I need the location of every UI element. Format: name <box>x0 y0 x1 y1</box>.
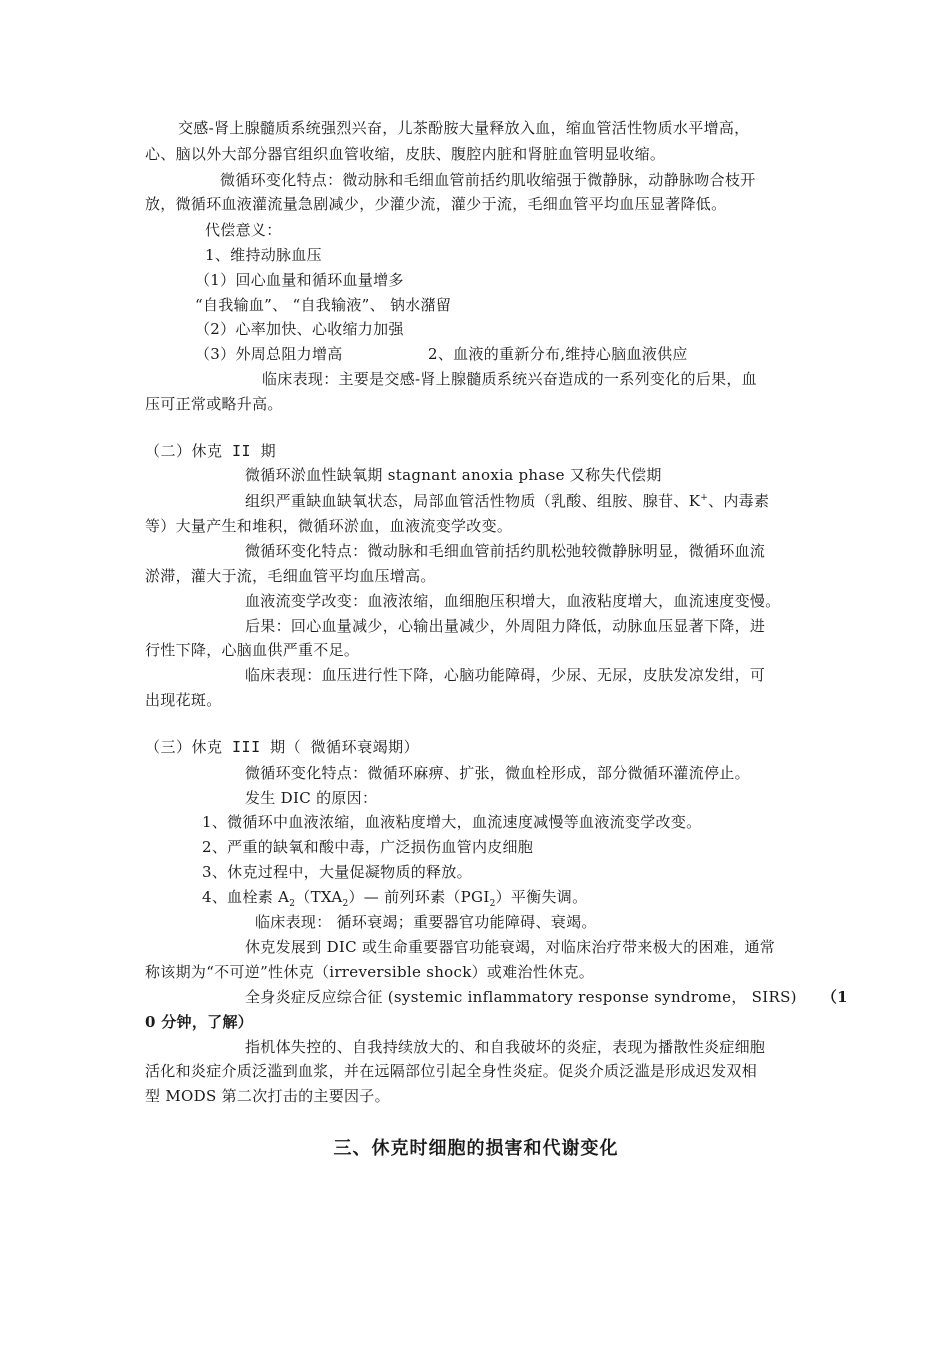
paragraph-line <box>245 491 769 511</box>
paragraph-line: 微循环变化特点：微动脉和毛细血管前括约肌收缩强于微静脉，动静脉吻合枝开 <box>220 171 756 189</box>
paragraph-line: 交感-肾上腺髓质系统强烈兴奋，儿茶酚胺大量释放入血，缩血管活性物质水平增高， <box>178 119 750 137</box>
paragraph-line: 指机体失控的、自我持续放大的、和自我破坏的炎症，表现为播散性炎症细胞 <box>245 1038 766 1056</box>
paragraph-line: 行性下降，心脑血供严重不足。 <box>145 641 360 659</box>
list-item <box>202 887 587 907</box>
line-text: （TXA <box>295 888 343 906</box>
subscript: 2 <box>489 899 496 909</box>
line-text: 组织严重缺血缺氧状态，局部血管活性物质（乳酸、组胺、腺苷、K <box>245 492 701 510</box>
chapter-heading: 三、休克时细胞的损害和代谢变化 <box>333 1138 619 1159</box>
paragraph-line: 临床表现：血压进行性下降，心脑功能障碍，少尿、无尿，皮肤发凉发绀，可 <box>245 666 766 684</box>
paragraph-line: 压可正常或略升高。 <box>145 395 283 413</box>
paragraph-line: 临床表现：主要是交感-肾上腺髓质系统兴奋造成的一系列变化的后果，血 <box>262 370 757 388</box>
paragraph-line: 淤滞，灌大于流，毛细血管平均血压增高。 <box>145 567 436 585</box>
line-text: 全身炎症反应综合征 (systemic inflammatory response syndrome， SIRS) <box>245 988 802 1006</box>
line-text: 、内毒素 <box>708 492 770 510</box>
list-item: 2、严重的缺氧和酸中毒，广泛损伤血管内皮细胞 <box>202 838 534 856</box>
paragraph-line <box>245 987 848 1007</box>
paragraph-line: 微循环变化特点：微动脉和毛细血管前括约肌松弛较微静脉明显，微循环血流 <box>245 542 766 560</box>
paragraph-line: 代偿意义： <box>205 221 282 239</box>
paragraph-line: 放，微循环血液灌流量急剧减少，少灌少流，灌少于流，毛细血管平均血压显著降低。 <box>145 195 727 213</box>
list-item: 1、维持动脉血压 <box>205 246 322 264</box>
paragraph-line: 出现花斑。 <box>145 691 222 709</box>
paragraph-line: 血液流变学改变：血液浓缩，血细胞压积增大，血液粘度增大，血流速度变慢。 <box>245 592 781 610</box>
paragraph-line: 称该期为“不可逆”性休克（irreversible shock）或难治性休克。 <box>145 963 594 981</box>
subscript: 2 <box>342 899 349 909</box>
paragraph-line: 心、脑以外大部分器官组织血管收缩，皮肤、腹腔内脏和肾脏血管明显收缩。 <box>145 145 666 163</box>
list-item: （3）外周总阻力增高 <box>195 345 343 363</box>
bold-note: 0 分钟，了解） <box>145 1013 254 1031</box>
section-title: （二）休克 II 期 <box>145 442 277 460</box>
bold-note: （1 <box>821 988 848 1006</box>
line-text: 4、血栓素 A <box>202 888 290 906</box>
subscript: 2 <box>289 899 296 909</box>
line-text: ）平衡失调。 <box>495 888 588 906</box>
list-item: 3、休克过程中，大量促凝物质的释放。 <box>202 863 472 881</box>
paragraph-line: 活化和炎症介质泛滥到血浆，并在远隔部位引起全身性炎症。促炎介质泛滥是形成迟发双相 <box>145 1062 758 1080</box>
paragraph-line: 发生 DIC 的原因： <box>245 789 378 807</box>
paragraph-line: 休克发展到 DIC 或生命重要器官功能衰竭，对临床治疗带来极大的困难，通常 <box>245 938 776 956</box>
list-item: （1）回心血量和循环血量增多 <box>195 271 404 289</box>
paragraph-line: 后果：回心血量减少，心输出量减少，外周阻力降低，动脉血压显著下降，进 <box>245 617 766 635</box>
list-item: 2、血液的重新分布,维持心脑血液供应 <box>428 345 688 363</box>
paragraph-line: 型 MODS 第二次打击的主要因子。 <box>145 1087 390 1105</box>
paragraph-line: 临床表现： 循环衰竭；重要器官功能障碍、衰竭。 <box>255 913 597 931</box>
paragraph-line: 微循环淤血性缺氧期 stagnant anoxia phase 又称失代偿期 <box>245 466 662 484</box>
paragraph-line: 微循环变化特点：微循环麻痹、扩张，微血栓形成，部分微循环灌流停止。 <box>245 764 750 782</box>
section-title: （三）休克 III 期（ 微循环衰竭期） <box>145 738 420 756</box>
paragraph-line: 等）大量产生和堆积，微循环淤血，血液流变学改变。 <box>145 517 513 535</box>
paragraph-line: “自我输血”、 “自我输液”、 钠水潴留 <box>195 296 452 314</box>
superscript: + <box>700 493 709 503</box>
list-item: 1、微循环中血液浓缩，血液粘度增大，血流速度减慢等血液流变学改变。 <box>202 813 702 831</box>
line-text: ）— 前列环素（PGI <box>348 888 490 906</box>
list-item: （2）心率加快、心收缩力加强 <box>195 320 404 338</box>
